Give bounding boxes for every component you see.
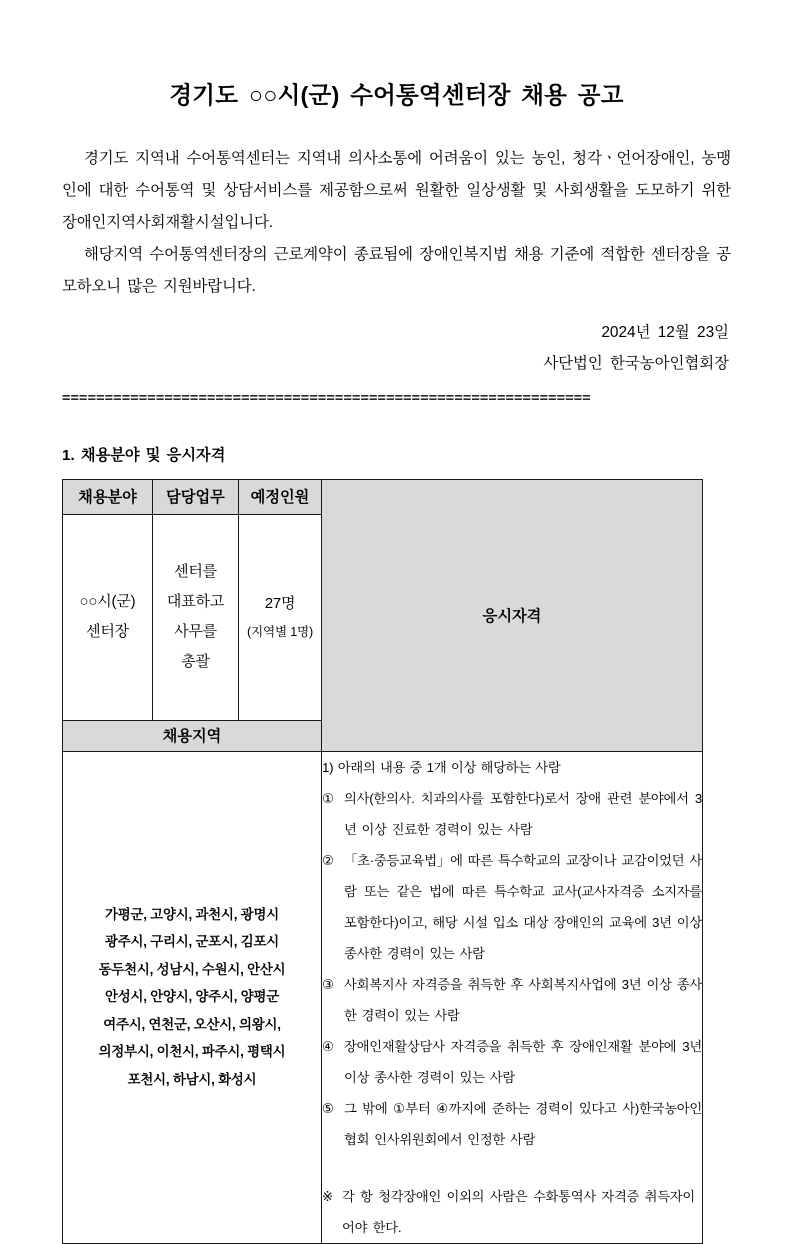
intro-paragraphs	[62, 111, 731, 303]
col-header-headcount: 예정인원	[239, 479, 322, 514]
recruit-table	[62, 479, 703, 1244]
field-line-1: ○○시(군)	[79, 593, 136, 611]
page-title: 경기도 ○○시(군) 수어통역센터장 채용 공고	[169, 82, 624, 108]
cell-recruit-field	[63, 514, 153, 720]
region-line: 포천시, 하남시, 화성시	[127, 1071, 257, 1087]
duty-line-4: 총괄	[181, 653, 210, 671]
list-item	[322, 783, 702, 845]
col-header-duty: 담당업무	[153, 479, 239, 514]
section-heading-1: 1. 채용분야 및 응시자격	[62, 446, 226, 464]
intro-paragraph-1: 경기도 지역내 수어통역센터는 지역내 의사소통에 어려움이 있는 농인, 청각ㆍ언어장애인, 농맹인에 대한 수어통역 및 상담서비스를 제공함으로써 원활한 일상생활 및 사회생활을 도모하기 위한 장애인지역사회재활시설입니다.	[62, 149, 731, 231]
list-text-1: 의사(한의사. 치과의사를 포함한다)로서 장애 관련 분야에서 3년 이상 진료한 경력이 있는 사람	[344, 790, 702, 837]
issue-date: 2024년 12월 23일	[601, 323, 729, 341]
cell-region-list	[63, 751, 322, 1243]
horizontal-divider: ==============================================================	[62, 389, 591, 406]
region-line: 의정부시, 이천시, 파주시, 평택시	[98, 1044, 286, 1060]
col-header-qualification: 응시자격	[322, 479, 703, 751]
qualification-note-text: 각 항 청각장애인 이외의 사람은 수화통역사 자격증 취득자이어야 한다.	[342, 1188, 695, 1235]
list-text-5: 그 밖에 ①부터 ④까지에 준하는 경력이 있다고 사)한국농아인협회 인사위원회에서 인정한 사람	[344, 1100, 702, 1147]
table-header-row	[63, 479, 703, 514]
cell-qualification	[322, 751, 703, 1243]
list-marker-3: ③	[322, 976, 334, 992]
region-body-row	[63, 751, 703, 1243]
duty-line-3: 사무를	[174, 623, 217, 641]
duty-line-1: 센터를	[174, 563, 217, 581]
region-line: 광주시, 구리시, 군포시, 김포시	[105, 934, 279, 950]
list-marker-2: ②	[322, 852, 334, 868]
list-item	[322, 969, 702, 1031]
list-marker-1: ①	[322, 790, 334, 806]
list-text-2: 「초·중등교육법」에 따른 특수학교의 교장이나 교감이었던 사람 또는 같은 법에 따른 특수학교 교사(교사자격증 소지자를 포함한다)이고, 해당 시설 입소 대상 장애인의 교육에 3년 이상 종사한 경력이 있는 사람	[344, 852, 702, 961]
duty-line-2: 대표하고	[166, 593, 225, 611]
headcount-value: 27명	[264, 595, 296, 613]
list-text-4: 장애인재활상담사 자격증을 취득한 후 장애인재활 분야에 3년 이상 종사한 경력이 있는 사람	[344, 1038, 702, 1085]
field-line-2: 센터장	[86, 623, 129, 641]
reference-mark-icon: ※	[322, 1188, 333, 1204]
region-line: 가평군, 고양시, 과천시, 광명시	[105, 906, 279, 922]
signature-block	[62, 303, 731, 379]
cell-duty	[153, 514, 239, 720]
list-marker-4: ④	[322, 1038, 334, 1054]
list-item	[322, 845, 702, 969]
intro-paragraph-2: 해당지역 수어통역센터장의 근로계약이 종료됨에 장애인복지법 채용 기준에 적합한 센터장을 공모하오니 많은 지원바랍니다.	[62, 245, 731, 295]
qualification-note	[322, 1181, 702, 1243]
region-header: 채용지역	[63, 720, 322, 751]
region-line: 동두천시, 성남시, 수원시, 안산시	[98, 961, 286, 977]
qualification-lead: 1) 아래의 내용 중 1개 이상 해당하는 사람	[322, 759, 561, 775]
cell-headcount	[239, 514, 322, 720]
headcount-note: (지역별 1명)	[247, 625, 313, 640]
issuer-name: 사단법인 한국농아인협회장	[543, 354, 729, 372]
list-marker-5: ⑤	[322, 1100, 334, 1116]
col-header-field: 채용분야	[63, 479, 153, 514]
list-text-3: 사회복지사 자격증을 취득한 후 사회복지사업에 3년 이상 종사한 경력이 있는 사람	[344, 976, 702, 1023]
recruit-table-wrapper	[62, 465, 731, 1244]
list-item	[322, 1093, 702, 1155]
list-item	[322, 1031, 702, 1093]
region-line: 안성시, 안양시, 양주시, 양평군	[105, 989, 279, 1005]
region-line: 여주시, 연천군, 오산시, 의왕시,	[103, 1016, 281, 1032]
qualification-item-list	[322, 783, 702, 1155]
